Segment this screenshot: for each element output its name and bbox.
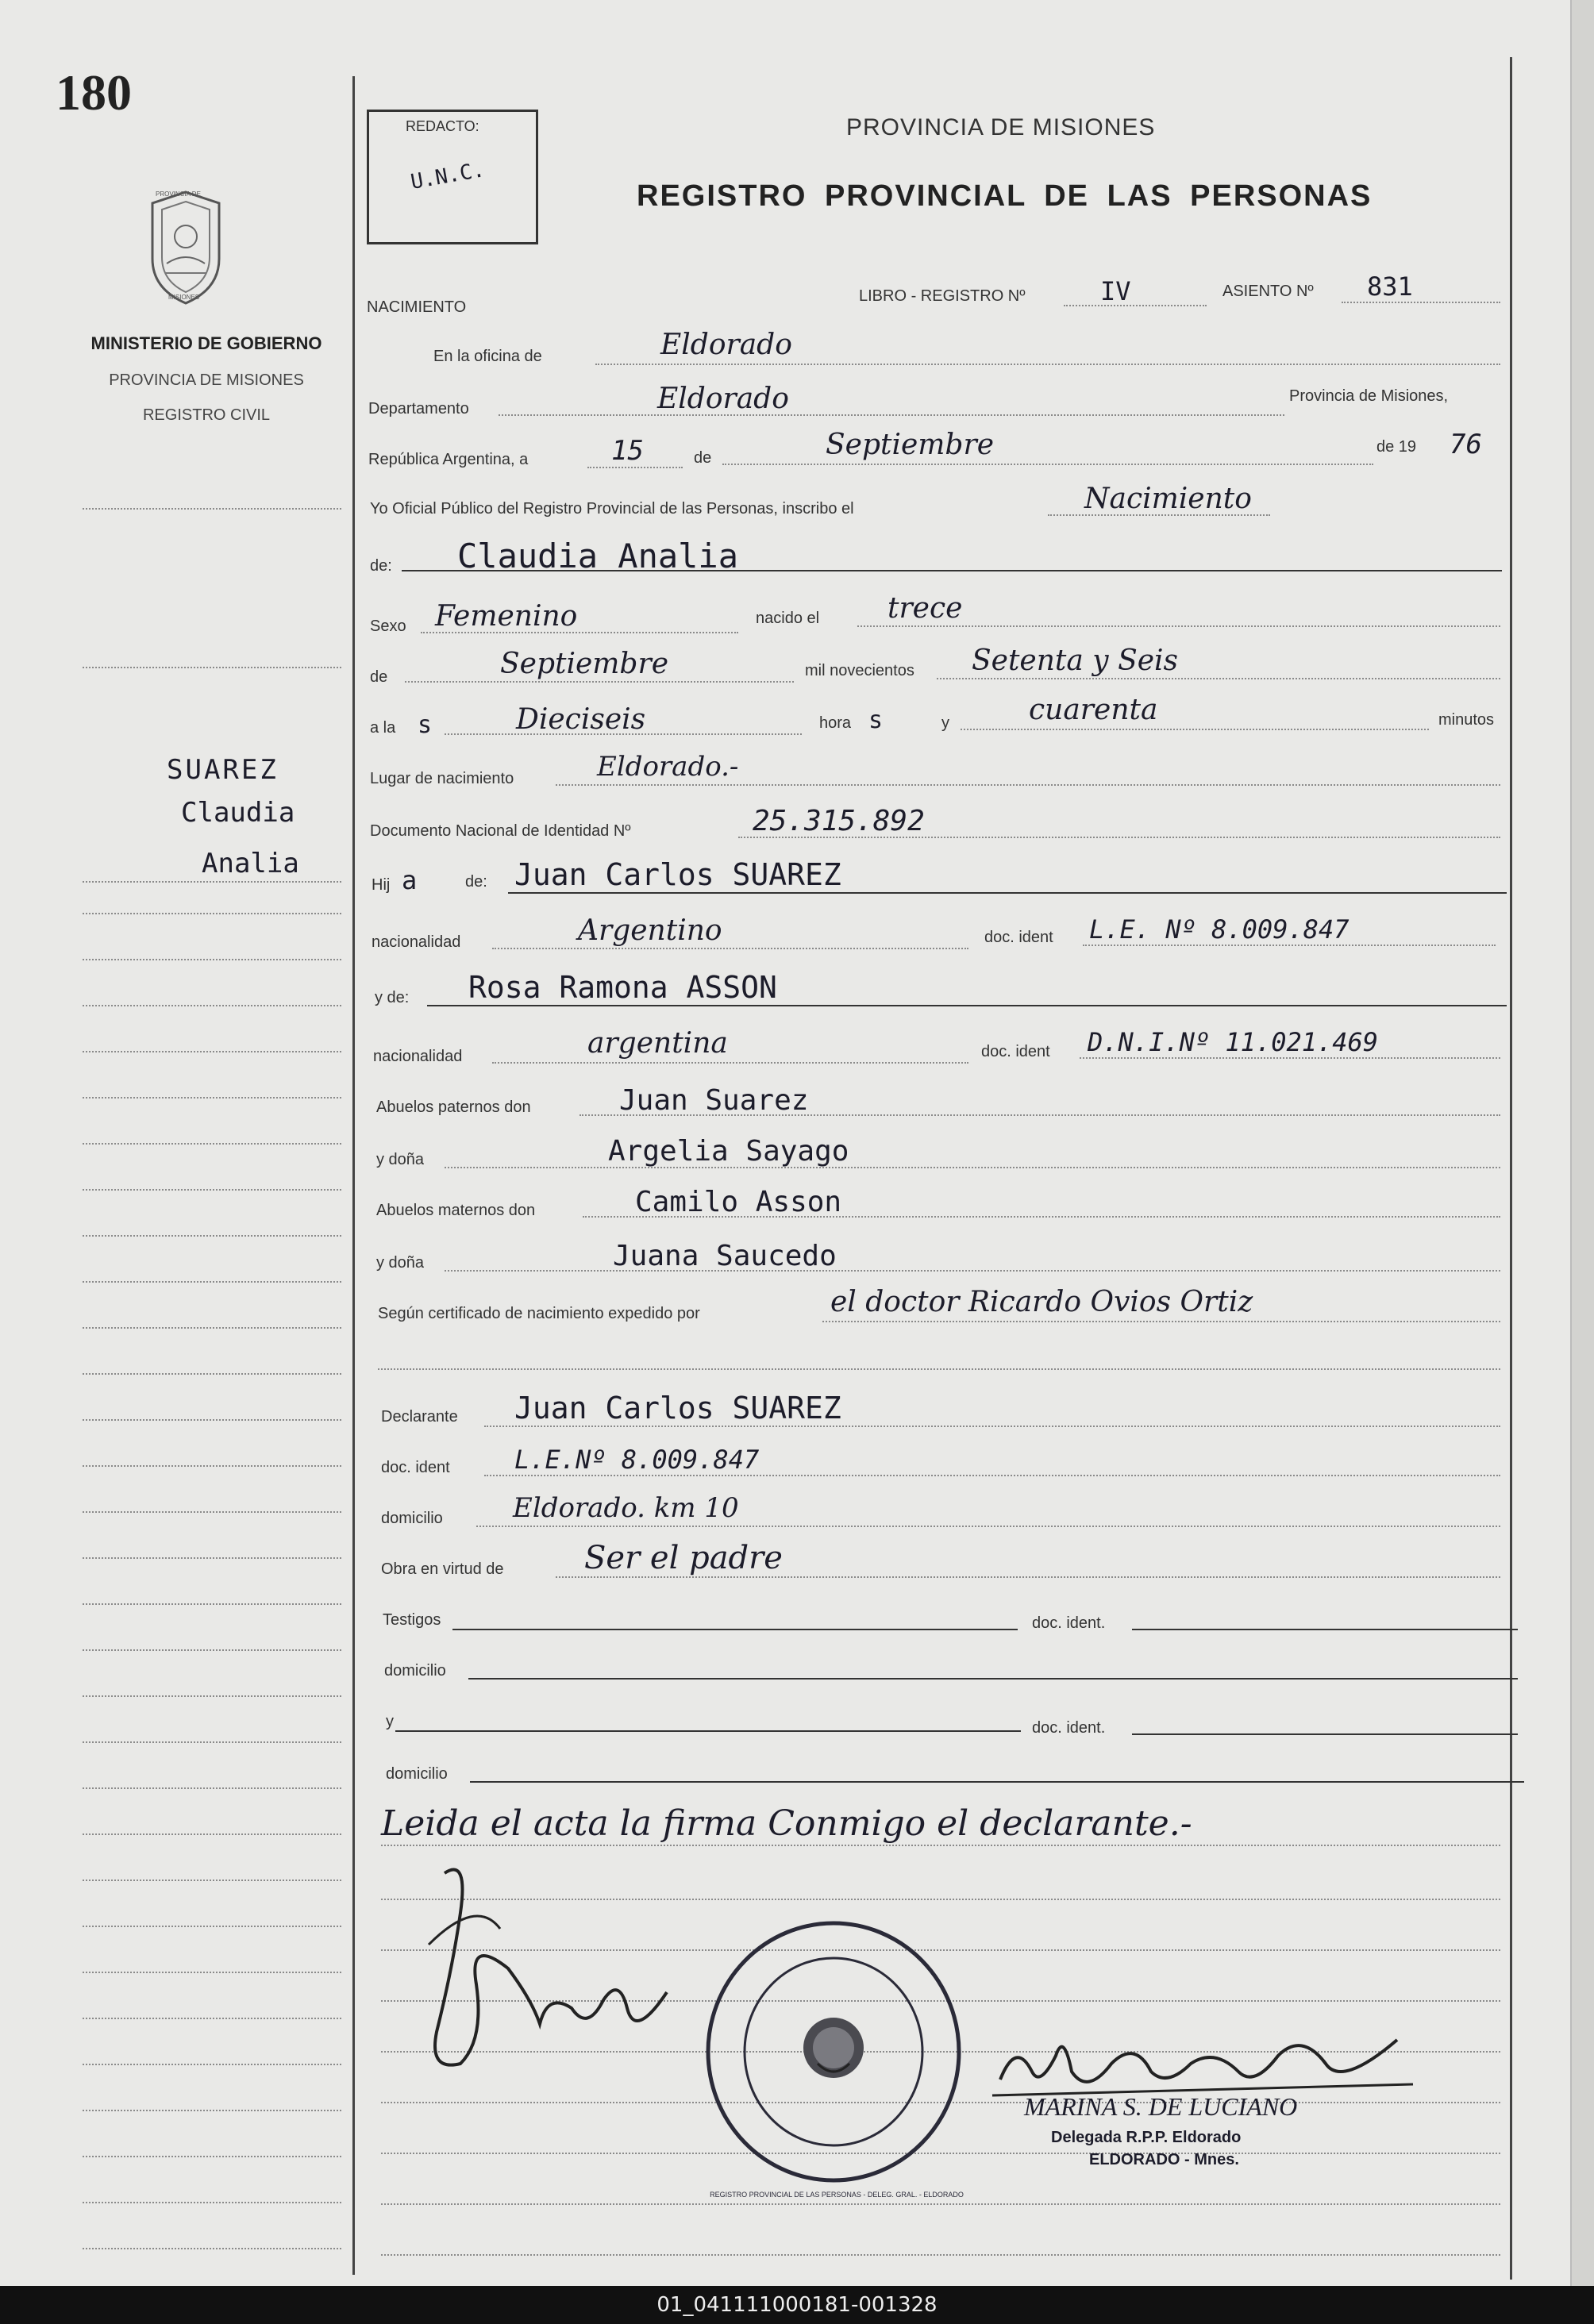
signer-place: ELDORADO - Mnes.: [1089, 2151, 1239, 2168]
oficina-value: Eldorado: [660, 329, 792, 361]
asiento-label: ASIENTO Nº: [1222, 283, 1314, 300]
padre-value: Juan Carlos SUAREZ: [514, 857, 841, 892]
minutos-value: cuarenta: [1029, 694, 1158, 726]
de2-label: de: [370, 668, 388, 686]
signer-role: Delegada R.P.P. Eldorado: [1051, 2129, 1242, 2146]
signer-name: MARINA S. DE LUCIANO: [1024, 2092, 1298, 2121]
civil-label: REGISTRO CIVIL: [142, 406, 271, 424]
hij-de-label: de:: [465, 873, 487, 891]
departamento-value: Eldorado: [657, 383, 789, 415]
y-de-label: y de:: [375, 989, 410, 1006]
madre-nacionalidad-label: nacionalidad: [373, 1048, 463, 1065]
left-border-line: [352, 76, 355, 2275]
hij-suffix: a: [402, 865, 418, 895]
right-border-line: [1510, 57, 1512, 2280]
padre-doc-value: L.E. Nº 8.009.847: [1089, 914, 1350, 945]
margin-surname: SUAREZ: [167, 754, 279, 786]
provincia-misiones-label: Provincia de Misiones,: [1289, 387, 1449, 405]
documento-label: Documento Nacional de Identidad Nº: [370, 822, 631, 840]
redacto-value: U.N.C.: [409, 158, 487, 194]
abuelo-pat-value: Juan Suarez: [619, 1084, 809, 1117]
mil-novecientos-label: mil novecientos: [805, 662, 914, 679]
hora-suffix: s: [868, 706, 884, 734]
redacto-label: REDACTO:: [406, 118, 479, 134]
decl-dom-value: Eldorado. km 10: [513, 1492, 739, 1524]
departamento-label: Departamento: [368, 400, 469, 417]
hora-value: Dieciseis: [516, 703, 646, 736]
nacido-label: nacido el: [756, 610, 820, 627]
nombre-value: Claudia Analia: [457, 537, 739, 575]
y-label: y: [941, 714, 949, 732]
dni-value: 25.315.892: [753, 805, 925, 837]
sexo-label: Sexo: [370, 618, 406, 635]
obra-value: Ser el padre: [584, 1540, 783, 1576]
oficina-label: En la oficina de: [433, 348, 542, 365]
testigos-doc-label: doc. ident.: [1032, 1614, 1106, 1632]
de-name-label: de:: [370, 557, 392, 575]
segun-label: Según certificado de nacimiento expedido por: [378, 1305, 700, 1322]
ministry-label: MINISTERIO DE GOBIERNO: [90, 333, 322, 353]
decl-doc-value: L.E.Nº 8.009.847: [514, 1445, 760, 1475]
abuelos-maternos-label: Abuelos maternos don: [376, 1202, 536, 1219]
lugar-value: Eldorado.-: [597, 751, 739, 783]
asiento-value: 831: [1367, 271, 1413, 302]
margin-name2: Analia: [202, 848, 299, 879]
acto-value: Nacimiento: [1084, 483, 1252, 515]
testigos-dom-label: domicilio: [384, 1662, 446, 1680]
oficial-label: Yo Oficial Público del Registro Provincial de las Personas, inscribo el: [370, 500, 854, 518]
nacido-anio-value: Setenta y Seis: [972, 644, 1179, 677]
padre-doc-label: doc. ident: [984, 929, 1053, 946]
abuela-mat-value: Juana Saucedo: [613, 1240, 837, 1272]
padre-nacionalidad-label: nacionalidad: [372, 933, 461, 951]
testigo2-doc-label: doc. ident.: [1032, 1719, 1106, 1737]
anio-value: 76: [1450, 429, 1482, 460]
lugar-label: Lugar de nacimiento: [370, 770, 514, 787]
libro-value: IV: [1100, 276, 1131, 306]
madre-doc-value: D.N.I.Nº 11.021.469: [1088, 1027, 1379, 1057]
madre-nac-value: argentina: [587, 1027, 728, 1060]
page-number: 180: [56, 64, 132, 121]
official-stamp-icon: [699, 1913, 968, 2191]
abuela-mat-label: y doña: [376, 1254, 425, 1272]
testigo2-dom-label: domicilio: [386, 1765, 448, 1783]
dia-value: 15: [611, 435, 644, 467]
a-la-suffix: s: [418, 711, 433, 739]
obra-label: Obra en virtud de: [381, 1560, 504, 1578]
testigo2-y-label: y: [386, 1713, 394, 1730]
ministry-seal-icon: [141, 187, 230, 306]
abuelo-mat-value: Camilo Asson: [635, 1186, 842, 1218]
mes-value: Septiembre: [826, 429, 994, 461]
certificado-value: el doctor Ricardo Ovios Ortiz: [830, 1286, 1253, 1318]
abuelos-paternos-label: Abuelos paternos don: [376, 1099, 531, 1116]
province-heading: PROVINCIA DE MISIONES: [846, 114, 1156, 140]
nacimiento-label: NACIMIENTO: [367, 298, 467, 316]
decl-dom-label: domicilio: [381, 1510, 443, 1527]
de-label: de: [694, 449, 712, 467]
padre-nac-value: Argentino: [578, 914, 722, 947]
seal-text-bottom: MISIONES: [168, 294, 200, 301]
declarante-label: Declarante: [381, 1408, 458, 1426]
horas-label: hora: [819, 714, 852, 732]
a-la-label: a la: [370, 719, 396, 737]
closing-statement: Leida el acta la firma Conmigo el declarante.-: [381, 1803, 1192, 1844]
testigos-label: Testigos: [383, 1611, 441, 1629]
nacido-dia-value: trece: [887, 592, 963, 625]
madre-doc-label: doc. ident: [981, 1043, 1050, 1060]
stamp-ring-text: REGISTRO PROVINCIAL DE LAS PERSONAS - DELEG. GRAL. - ELDORADO: [710, 2191, 964, 2199]
abuela-pat-label: y doña: [376, 1151, 425, 1168]
minutos-label: minutos: [1438, 711, 1495, 729]
madre-value: Rosa Ramona ASSON: [468, 970, 777, 1005]
province-label: PROVINCIA DE MISIONES: [109, 371, 304, 389]
hij-label: Hij: [372, 876, 391, 894]
decl-doc-label: doc. ident: [381, 1459, 450, 1476]
nacido-mes-value: Septiembre: [500, 648, 668, 680]
redacto-box: [367, 110, 538, 244]
seal-text-top: PROVINCIA DE: [156, 190, 201, 198]
republica-label: República Argentina, a: [368, 451, 529, 468]
margin-name1: Claudia: [181, 797, 295, 829]
binding-edge: [1570, 0, 1594, 2286]
registry-title: REGISTRO PROVINCIAL DE LAS PERSONAS: [637, 179, 1373, 213]
footer-code: 01_041111000181-001328: [0, 2286, 1594, 2324]
declarant-signature: [413, 1849, 683, 2087]
sexo-value: Femenino: [435, 600, 578, 633]
libro-label: LIBRO - REGISTRO Nº: [859, 287, 1026, 305]
declarante-value: Juan Carlos SUAREZ: [514, 1391, 841, 1426]
abuela-pat-value: Argelia Sayago: [608, 1135, 849, 1168]
de19-label: de 19: [1376, 438, 1417, 456]
